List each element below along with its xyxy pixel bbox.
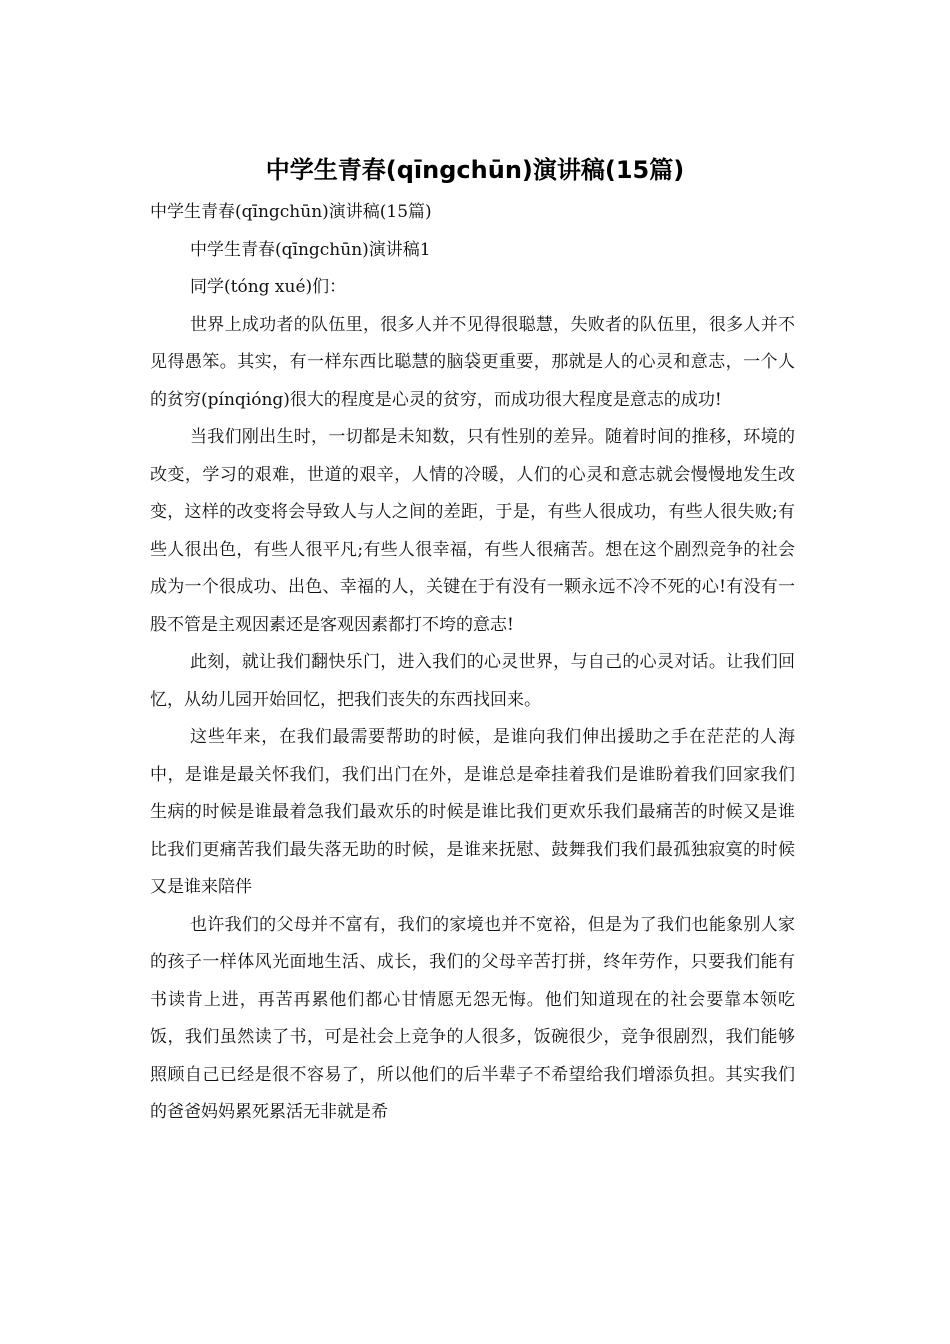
paragraph: 世界上成功者的队伍里，很多人并不见得很聪慧，失败者的队伍里，很多人并不见得愚笨。其实，有一样东西比聪慧的脑袋更重要，那就是人的心灵和意志，一个人的贫穷(pínqióng)很大的程度是心灵的贫穷，而成功很大程度是意志的成功! xyxy=(150,314,795,410)
document-title: 中学生青春(qīngchūn)演讲稿(15篇) xyxy=(265,156,685,184)
salutation: 同学(tóng xué)们： xyxy=(190,277,347,297)
paragraph: 当我们刚出生时，一切都是未知数，只有性别的差异。随着时间的推移，环境的改变，学习的艰难，世道的艰辛，人情的冷暖，人们的心灵和意志就会慢慢地发生改变，这样的改变将会导致人与人之间的差距，于是，有些人很成功，有些人很失败;有些人很出色，有些人很平凡;有些人很幸福，有些人很痛苦。想在这个剧烈竞争的社会成为一个很成功、出色、幸福的人，关键在于有没有一颗永远不冷不死的心!有没有一股不管是主观因素还是客观因素都打不垮的意志! xyxy=(150,427,795,635)
paragraph: 这些年来，在我们最需要帮助的时候，是谁向我们伸出援助之手在茫茫的人海中，是谁是最关怀我们，我们出门在外，是谁总是牵挂着我们是谁盼着我们回家我们生病的时候是谁最着急我们最欢乐的时候是谁比我们更欢乐我们最痛苦的时候又是谁比我们更痛苦我们最失落无助的时候，是谁来抚慰、鼓舞我们我们最孤独寂寞的时候又是谁来陪伴 xyxy=(150,727,795,897)
paragraph: 此刻，就让我们翻快乐门，进入我们的心灵世界，与自己的心灵对话。让我们回忆，从幼儿园开始回忆，把我们丧失的东西找回来。 xyxy=(150,652,795,710)
subtitle-line: 中学生青春(qīngchūn)演讲稿(15篇) xyxy=(150,202,432,222)
document-body xyxy=(150,194,795,1132)
speech-heading: 中学生青春(qīngchūn)演讲稿1 xyxy=(190,239,431,260)
paragraph: 也许我们的父母并不富有，我们的家境也并不宽裕，但是为了我们也能象别人家的孩子一样体风光面地生活、成长，我们的父母辛苦打拼，终年劳作，只要我们能有书读肯上进，再苦再累他们都心甘情愿无怨无悔。他们知道现在的社会要靠本领吃饭，我们虽然读了书，可是社会上竞争的人很多，饭碗很少，竞争很剧烈，我们能够照顾自己已经是很不容易了，所以他们的后半辈子不希望给我们增添负担。其实我们的爸爸妈妈累死累活无非就是希 xyxy=(150,914,795,1122)
